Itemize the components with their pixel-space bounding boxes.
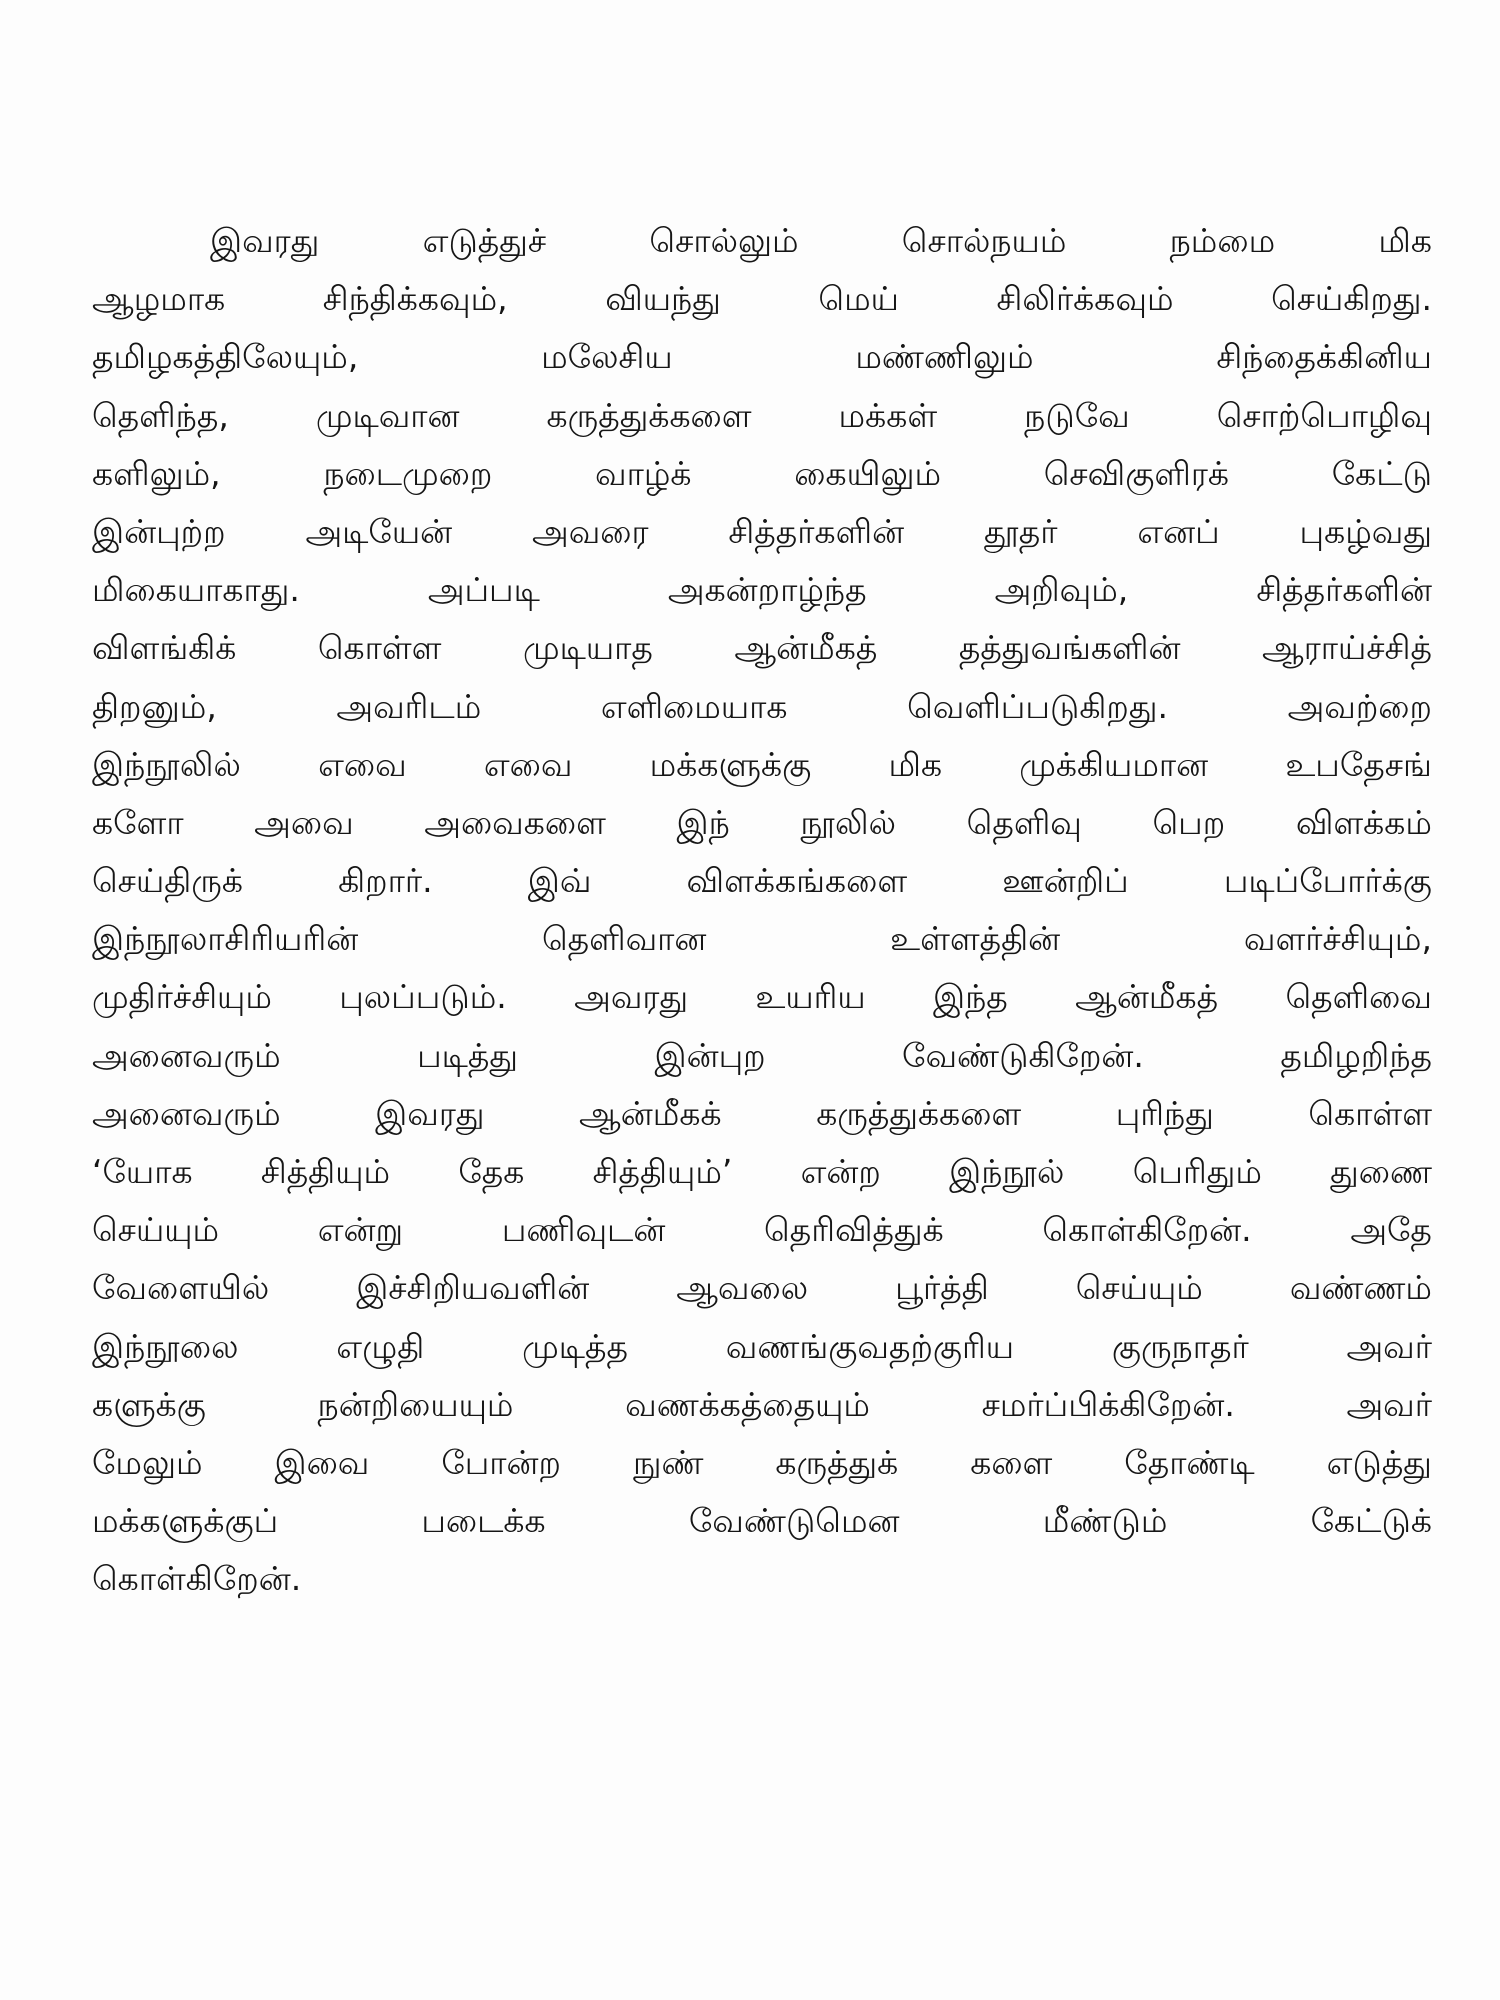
word: தெளிவான [541,919,707,959]
text-line [92,561,1432,619]
word: திறனும், [92,686,217,726]
word: புகழ்வது [1299,511,1432,551]
word: துணை [1330,1152,1432,1191]
word: இந்நூல் [949,1152,1065,1191]
word: ஆன்மீகத் [1075,977,1219,1017]
text-line [92,387,1432,445]
word: முடியாத [522,628,653,668]
word: வேண்டுகிறேன். [902,1035,1144,1075]
word: களுக்கு [92,1384,206,1424]
word: கேட்டு [1331,453,1432,493]
word: தத்துவங்களின் [958,628,1181,668]
word: வெளிப்படுகிறது. [907,686,1168,726]
text-line [92,1085,1432,1143]
word: இவரது [210,221,320,260]
word: சிந்திக்கவும், [322,279,508,319]
word: முடித்த [522,1326,628,1366]
word: நுண் [632,1442,704,1482]
word: உள்ளத்தின் [890,919,1061,959]
word: ஆழமாக [92,279,226,319]
word: கருத்துக்களை [816,1093,1022,1133]
word: புரிந்து [1115,1093,1214,1133]
word: மேலும் [92,1442,203,1482]
word: முடிவான [315,395,460,435]
word: என்று [317,1210,404,1250]
word: உயரிய [755,977,866,1017]
word: கருத்துக் [775,1442,899,1482]
word: அவைகளை [424,802,606,842]
word: படித்து [417,1035,519,1075]
word: இன்புற [654,1035,766,1075]
word: அவர் [1346,1326,1432,1366]
word: மண்ணிலும் [855,337,1034,377]
word: முக்கியமான [1019,744,1209,784]
word: தூதர் [983,511,1058,551]
text-line [92,212,1432,270]
word: எளிமையாக [600,686,788,726]
word: எடுத்துச் [422,221,547,260]
text-line [92,678,1432,736]
word: தெளிந்த, [92,395,229,435]
word: இந்நூலாசிரியரின் [92,919,359,959]
word: படைக்க [421,1501,546,1541]
text-line [92,270,1432,328]
text-line [92,852,1432,910]
word: தேக [458,1152,525,1191]
word: கொள்ள [317,628,442,668]
body-paragraph [92,212,1432,1609]
word: இவ் [527,861,592,901]
word: ஆன்மீகக் [579,1093,722,1133]
word: அவரது [574,977,689,1017]
word: மிகையாகாது. [92,570,300,610]
word: சொல்லும் [649,221,799,260]
word: இந்நூலை [92,1326,239,1366]
word: இந்நூலில் [92,744,241,784]
word: இச்சிறியவளின் [356,1268,590,1308]
word: ஆன்மீகத் [734,628,878,668]
word: ஆராய்ச்சித் [1262,628,1432,668]
word: செய்திருக் [92,861,243,901]
word: மீண்டும் [1042,1501,1168,1541]
word: தெளிவை [1285,977,1432,1017]
word: நன்றியையும் [317,1384,514,1424]
word: தமிழறிந்த [1280,1035,1432,1075]
word: அனைவரும் [92,1093,281,1133]
text-line [92,619,1432,677]
word: இந் [676,802,730,842]
word: அவை [254,802,354,842]
word: படிப்போர்க்கு [1223,861,1432,901]
text-line [92,968,1432,1026]
text-line [92,1434,1432,1492]
word: எழுதி [336,1326,425,1366]
word: வணக்கத்தையும் [625,1384,870,1424]
word: நம்மை [1169,221,1276,260]
text-line [92,1027,1432,1085]
word: சிலிர்க்கவும் [996,279,1174,319]
word: செவிகுளிரக் [1043,453,1229,493]
word: இந்த [933,977,1008,1017]
word: அவர் [1346,1384,1432,1424]
word: நடுவே [1024,395,1130,435]
word: பெரிதும் [1132,1152,1262,1191]
word: பூர்த்தி [895,1268,989,1308]
word: இவை [274,1442,370,1482]
text-line [92,1550,1432,1608]
text-line [92,1492,1432,1550]
word: சிந்தைக்கினிய [1216,337,1432,377]
word: கையிலும் [794,453,942,493]
word: அறிவும், [994,570,1129,610]
word: அதே [1350,1210,1432,1250]
word: அனைவரும் [92,1035,281,1075]
word: மக்களுக்குப் [92,1501,279,1541]
word: அடியேன் [305,511,453,551]
word: சித்தர்களின் [1256,570,1432,610]
text-line [92,910,1432,968]
word: சொற்பொழிவு [1216,395,1432,435]
word: வேண்டுமென [688,1501,900,1541]
word: விளக்கம் [1295,802,1432,842]
word: செய்யும் [92,1210,220,1250]
text-line [92,1376,1432,1434]
word: தெரிவித்துக் [764,1210,944,1250]
word: புலப்படும். [339,977,507,1017]
word: கொள்கிறேன். [1042,1210,1252,1250]
word: களிலும், [92,453,221,493]
word: எவை [483,744,573,784]
word: தெளிவு [966,802,1082,842]
word: கேட்டுக் [1310,1501,1432,1541]
word: மெய் [818,279,899,319]
word: வணங்குவதற்குரிய [725,1326,1015,1366]
word: ‘யோக [92,1152,193,1191]
word: சித்தியும்’ [592,1152,733,1191]
word: வியந்து [605,279,721,319]
word: ஆவலை [676,1268,809,1308]
word: கருத்துக்களை [546,395,752,435]
word: செய்கிறது. [1271,279,1432,319]
text-line [92,1143,1432,1201]
word: செய்யும் [1075,1268,1203,1308]
word: என்ற [800,1152,881,1191]
text-line [92,445,1432,503]
word: கொள்ள [1308,1093,1432,1133]
word: பெற [1152,802,1226,842]
word: அகன்றாழ்ந்த [667,570,867,610]
word: சமர்ப்பிக்கிறேன். [981,1384,1235,1424]
word: விளங்கிக் [92,628,237,668]
word: நூலில் [800,802,897,842]
text-line [92,794,1432,852]
word: அவரிடம் [336,686,482,726]
text-line [92,503,1432,561]
word: எடுத்து [1326,1442,1432,1482]
text-line [92,1259,1432,1317]
word: விளக்கங்களை [686,861,908,901]
word: இவரது [375,1093,485,1133]
word: இன்புற்ற [92,511,226,551]
word: வாழ்க் [595,453,692,493]
word: அப்படி [427,570,540,610]
word: களை [970,1442,1053,1482]
word: ஊன்றிப் [1002,861,1129,901]
word: மிக [1378,221,1432,260]
word: போன்ற [441,1442,562,1482]
word: களோ [92,802,184,842]
word: குருநாதர் [1111,1326,1249,1366]
word: மக்கள் [838,395,938,435]
word: வேளையில் [92,1268,270,1308]
word: மிக [888,744,943,784]
word: உபதேசங் [1285,744,1432,784]
text-line [92,736,1432,794]
word: கொள்கிறேன். [92,1559,302,1599]
word: நடைமுறை [323,453,493,493]
word: சொல்நயம் [901,221,1067,260]
word: மலேசிய [541,337,673,377]
word: முதிர்ச்சியும் [92,977,272,1017]
word: மக்களுக்கு [649,744,812,784]
word: தோண்டி [1124,1442,1255,1482]
word: தமிழகத்திலேயும், [92,337,359,377]
text-line [92,1201,1432,1259]
word: எவை [318,744,407,784]
word: பணிவுடன் [501,1210,666,1250]
text-line [92,328,1432,386]
word: எனப் [1137,511,1220,551]
word: அவரை [532,511,649,551]
text-line [92,1318,1432,1376]
word: வண்ணம் [1289,1268,1432,1308]
word: அவற்றை [1287,686,1432,726]
word: வளர்ச்சியும், [1243,919,1432,959]
word: சித்தியும் [260,1152,391,1191]
word: கிறார். [338,861,433,901]
word: சித்தர்களின் [728,511,905,551]
